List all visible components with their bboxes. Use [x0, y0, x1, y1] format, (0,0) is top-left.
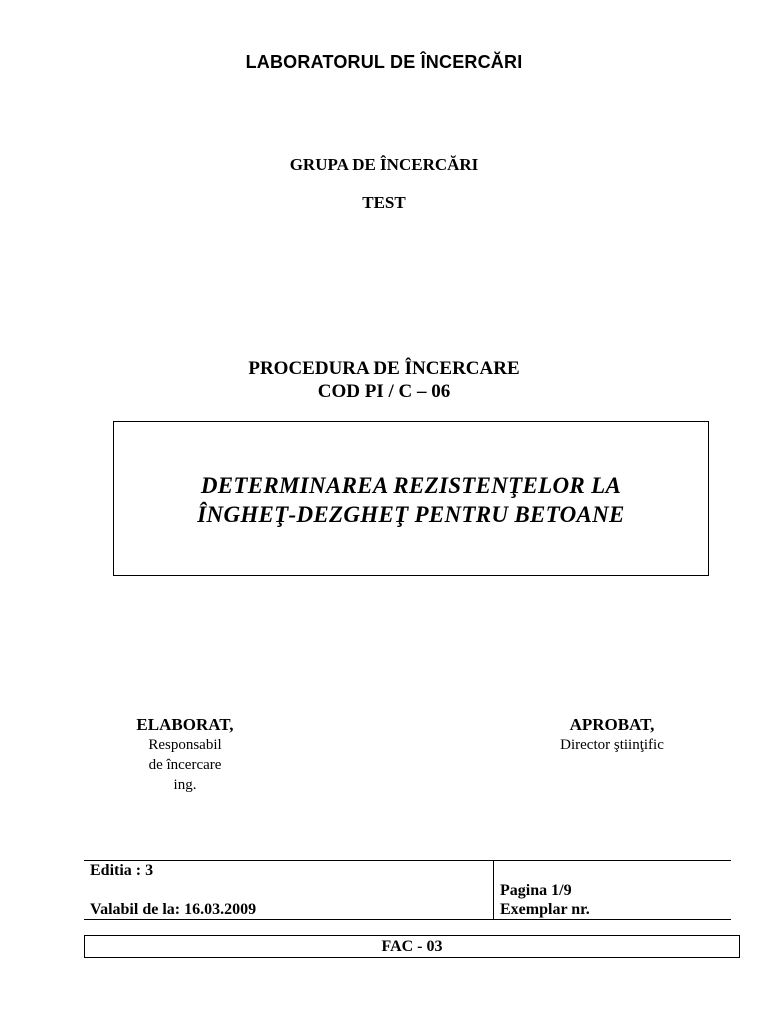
- copy-number-label: Exemplar nr.: [500, 901, 590, 918]
- aprobat-heading: APROBAT,: [569, 715, 655, 734]
- form-code-box: FAC - 03: [84, 935, 740, 958]
- test-label: TEST: [362, 193, 406, 212]
- procedure-code: COD PI / C – 06: [317, 381, 451, 402]
- elaborat-role-line-1: Responsabil: [148, 737, 222, 753]
- edition-label: Editia : 3: [90, 862, 154, 879]
- footer-bottom-rule: [84, 919, 731, 920]
- document-title-box: [113, 421, 709, 576]
- group-title: GRUPA DE ÎNCERCĂRI: [289, 155, 479, 174]
- document-title-line-1: DETERMINAREA REZISTENŢELOR LA: [200, 473, 622, 498]
- document-title-line-2: ÎNGHEŢ-DEZGHEŢ PENTRU BETOANE: [197, 502, 625, 527]
- procedure-label: PROCEDURA DE ÎNCERCARE: [248, 358, 520, 379]
- aprobat-role-line-1: Director ştiinţific: [560, 737, 664, 753]
- page-number: Pagina 1/9: [500, 882, 572, 899]
- footer-top-rule: [84, 860, 731, 861]
- elaborat-role-line-2: de încercare: [148, 757, 222, 773]
- elaborat-role-line-3: ing.: [173, 777, 197, 793]
- footer-divider: [493, 860, 494, 919]
- elaborat-signature-block: [85, 715, 285, 795]
- laboratory-title: LABORATORUL DE ÎNCERCĂRI: [245, 52, 523, 72]
- valid-from-label: Valabil de la: 16.03.2009: [90, 901, 257, 918]
- elaborat-heading: ELABORAT,: [136, 715, 234, 734]
- aprobat-signature-block: [512, 715, 712, 755]
